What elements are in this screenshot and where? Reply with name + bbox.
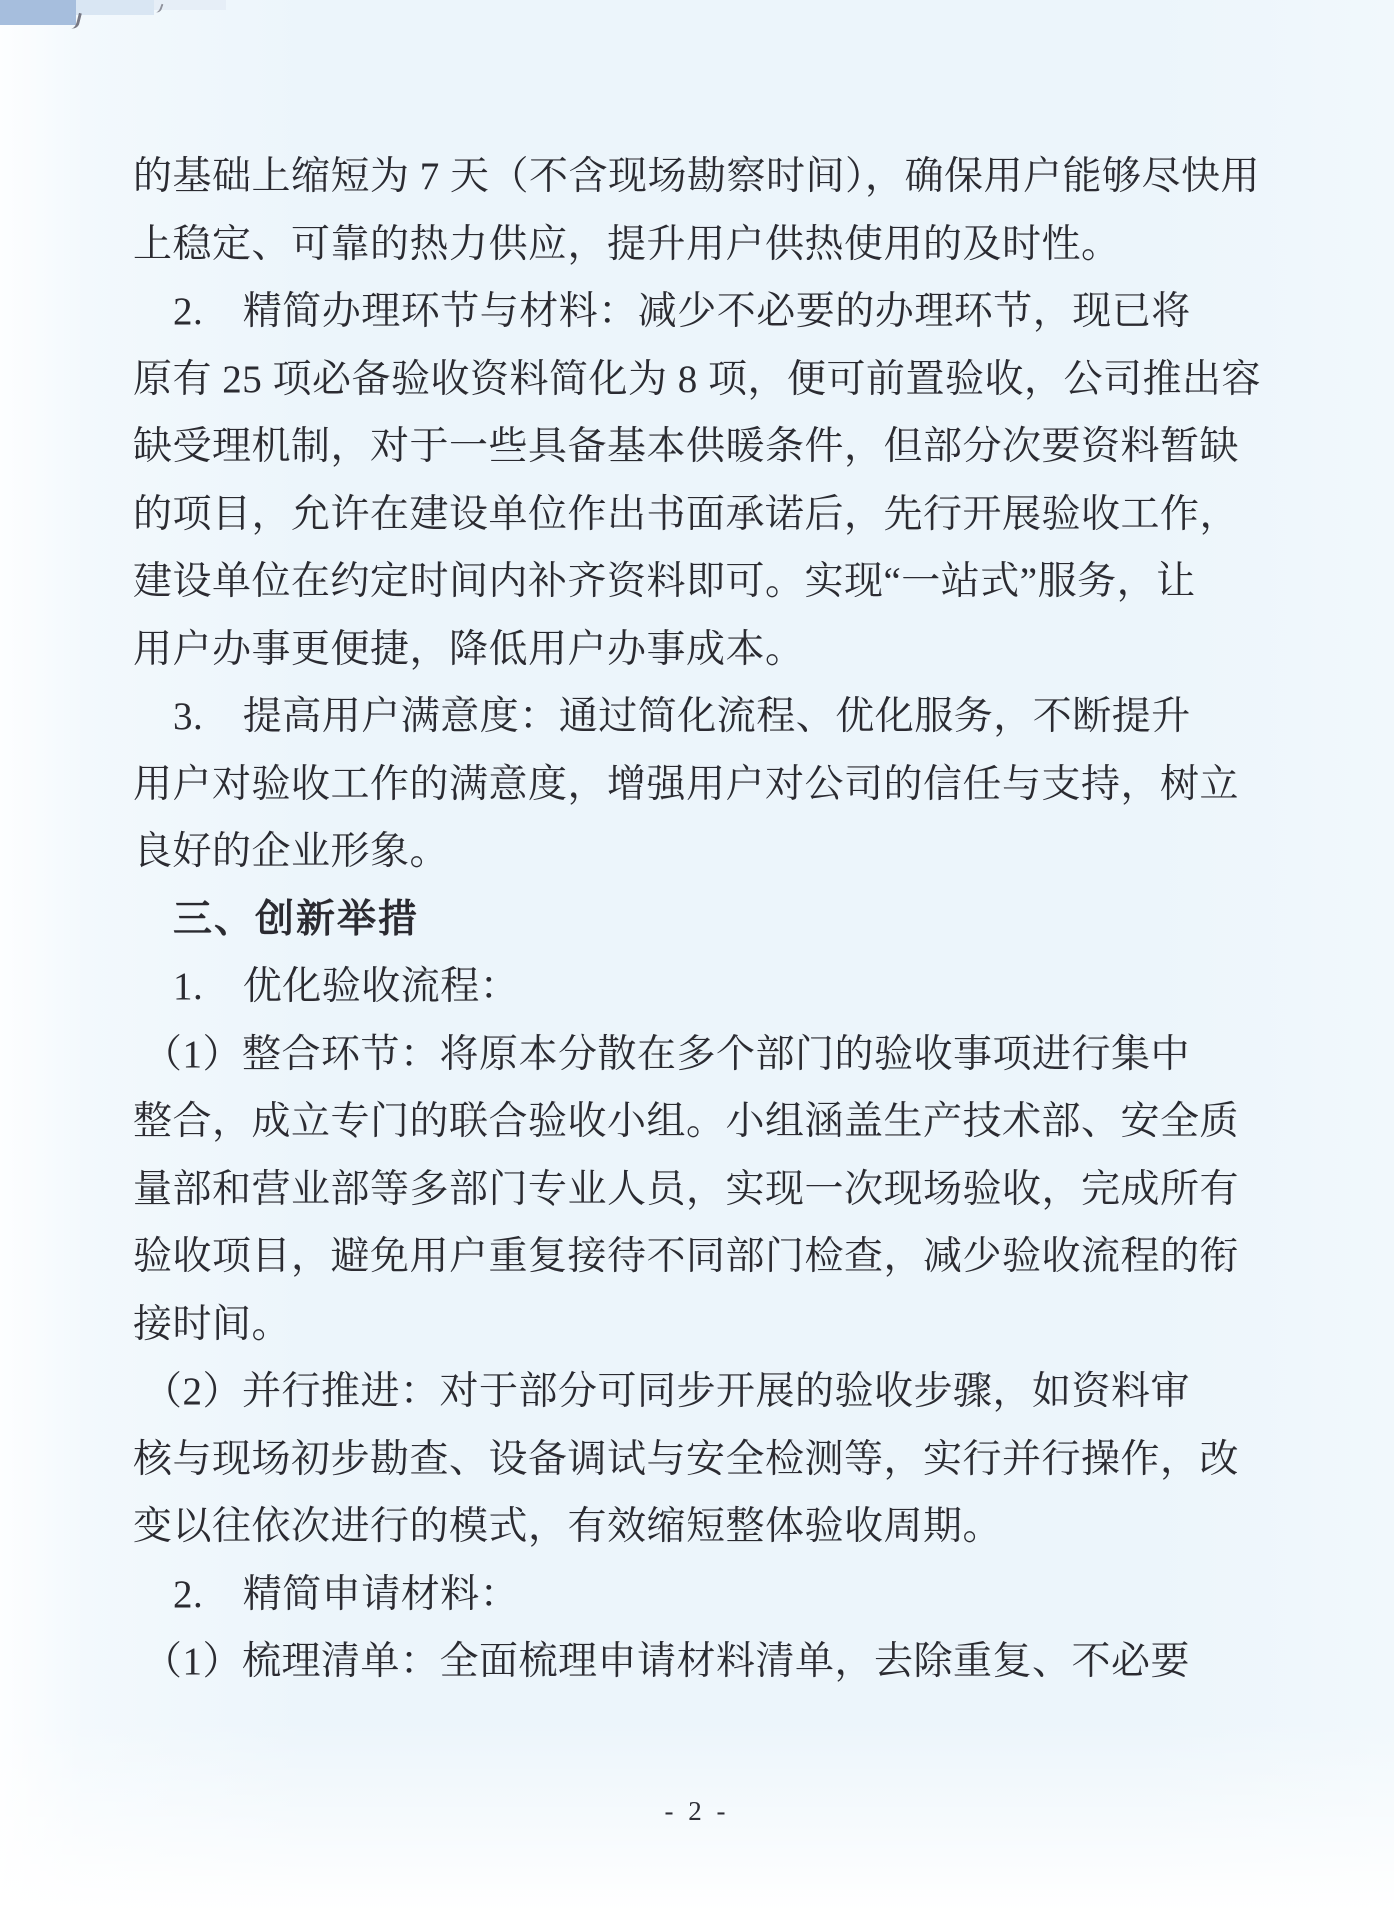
doc-line: （1）整合环节：将原本分散在多个部门的验收事项进行集中	[143, 1032, 1191, 1076]
doc-line: 1. 优化验收流程：	[173, 965, 520, 1008]
doc-line: 2. 精简办理环节与材料：减少不必要的办理环节，现已将	[173, 290, 1191, 333]
doc-line: 的项目，允许在建设单位作出书面承诺后，先行开展验收工作，	[133, 492, 1240, 536]
doc-line: 整合，成立专门的联合验收小组。小组涵盖生产技术部、安全质	[133, 1100, 1240, 1143]
doc-line: （2）并行推进：对于部分可同步开展的验收步骤，如资料审	[143, 1370, 1191, 1413]
doc-line: 用户办事更便捷，降低用户办事成本。	[133, 627, 805, 671]
doc-line: 建设单位在约定时间内补齐资料即可。实现“一站式”服务，让	[133, 560, 1196, 603]
doc-line: 上稳定、可靠的热力供应，提升用户供热使用的及时性。	[133, 222, 1121, 266]
scan-artifact-mid-patch	[76, 0, 154, 15]
doc-line: 接时间。	[133, 1302, 292, 1346]
doc-line: 原有 25 项必备验收资料简化为 8 项，便可前置验收，公司推出容	[133, 357, 1262, 401]
doc-line: 验收项目，避免用户重复接待不同部门检查，减少验收流程的衔	[133, 1235, 1240, 1278]
doc-line: （1）梳理清单：全面梳理申请材料清单，去除重复、不必要	[143, 1640, 1191, 1683]
doc-line: 良好的企业形象。	[133, 830, 450, 873]
section-heading: 三、创新举措	[173, 897, 420, 941]
doc-line: 3. 提高用户满意度：通过简化流程、优化服务，不断提升	[173, 695, 1191, 738]
doc-line: 核与现场初步勘查、设备调试与安全检测等，实行并行操作，改	[133, 1437, 1240, 1481]
doc-line: 量部和营业部等多部门专业人员，实现一次现场验收，完成所有	[133, 1167, 1240, 1211]
doc-line: 2. 精简申请材料：	[173, 1572, 520, 1616]
scan-artifact-light-patch	[154, 0, 226, 10]
page-number: - 2 -	[664, 1796, 730, 1826]
doc-line: 变以往依次进行的模式，有效缩短整体验收周期。	[133, 1505, 1003, 1548]
scan-artifact-dark-patch	[0, 0, 76, 25]
doc-line: 用户对验收工作的满意度，增强用户对公司的信任与支持，树立	[133, 762, 1240, 806]
document-body	[133, 143, 1273, 1696]
doc-line: 缺受理机制，对于一些具备基本供暖条件，但部分次要资料暂缺	[133, 425, 1240, 468]
doc-line: 的基础上缩短为 7 天（不含现场勘察时间），确保用户能够尽快用	[133, 155, 1261, 198]
